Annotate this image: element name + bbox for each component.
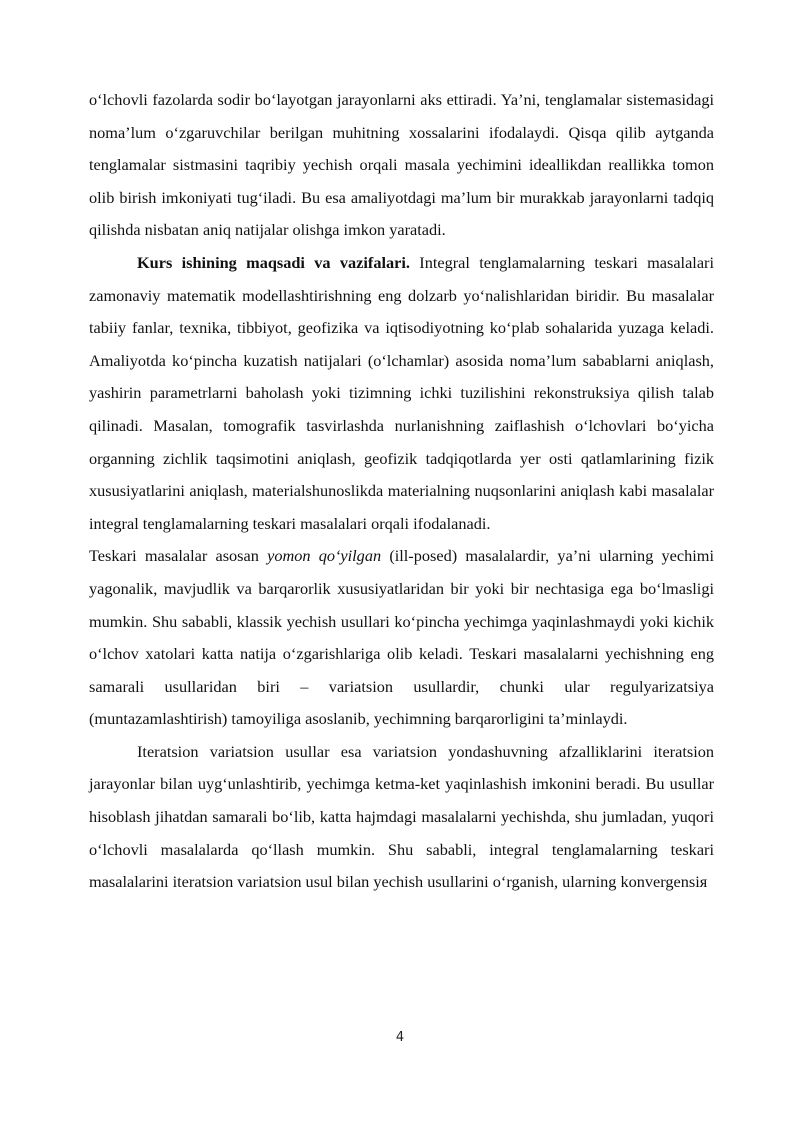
paragraph-intro: o‘lchovli fazolarda sodir bo‘layotgan jarayonlarni aks ettiradi. Ya’ni, tenglamalar sistemasidagi noma’lum o‘zgaruvchilar berilgan muhitning xossalarini ifodalaydi. Qisqa qilib aytganda tenglamalar sistmasini taqribiy yechish orqali masala yechimini ideallikdan reallikka tomon olib birish imkoniyati tug‘iladi. Bu esa amaliyotdagi ma’lum bir murakkab jarayonlarni tadqiq qilishda nisbatan aniq natijalar olishga imkon yaratadi. (89, 90, 714, 240)
paragraph-goals-body: Integral tenglamalarning teskari masalalari zamonaviy matematik modellashtirishning eng dolzarb yo‘nalishlaridan biridir. Bu masalalar tabiiy fanlar, texnika, tibbiyot, geofizika va iqtisodiyotning ko‘plab sohalarida yuzaga keladi. Amaliyotda ko‘pincha kuzatish natijalari (o‘lchamlar) asosida noma’lum sabablarni aniqlash, yashirin parametrlarni baholash yoki tizimning ichki tuzilishini rekonstruksiya qilish talab qilinadi. Masalan, tomografik tasvirlashda nurlanishning zaiflashish o‘lchovlari bo‘yicha organning zichlik taqsimotini aniqlash, geofizik tadqiqotlarda yer osti qatlamlarining fizik xususiyatlarini aniqlash, materialshunoslikda materialning nuqsonlarini aniqlash kabi masalalar integral tenglamalarning teskari masalalari orqali ifodalanadi. (89, 252, 714, 533)
paragraph-ill-posed-end: (ill-posed) masalalardir, ya’ni ularning yechimi yagonalik, mavjudlik va barqarorlik xususiyatlaridan bir yoki bir nechtasiga ega bo‘lmasligi mumkin. Shu sababli, klassik yechish usullari ko‘pincha yechimga yaqinlashmaydi yoki kichik o‘lchov xatolari katta natija o‘zgarishlariga olib keladi. Teskari masalalarni yechishning eng samarali usullaridan biri – variatsion usullardir, chunki ular regulyarizatsiya (muntazamlashtirish) tamoyiliga asoslanib, yechimning barqarorligini ta’minlaydi. (89, 546, 714, 729)
ill-posed-term: yomon qo‘yilgan (267, 546, 382, 566)
page-number: 4 (395, 1030, 405, 1045)
paragraph-ill-posed-start: Teskari masalalar asosan (89, 546, 268, 566)
paragraph-ill-posed (89, 540, 714, 736)
paragraph-goals (89, 247, 714, 540)
document-page (89, 84, 714, 899)
paragraph-iterative: Iteratsion variatsion usullar esa variatsion yondashuvning afzalliklarini iteratsion jarayonlar bilan uyg‘unlashtirib, yechimga ketma-ket yaqinlashish imkonini beradi. Bu usullar hisoblash jihatdan samarali bo‘lib, katta hajmdagi masalalarni yechishda, shu jumladan, yuqori o‘lchovli masalalarda qo‘llash mumkin. Shu sababli, integral tenglamalarning teskari masalalarini iteratsion variatsion usul bilan yechish usullarini o‘rganish, ularning konvergensiя (89, 741, 714, 892)
section-heading-goals: Kurs ishining maqsadi va vazifalari. (137, 252, 410, 272)
